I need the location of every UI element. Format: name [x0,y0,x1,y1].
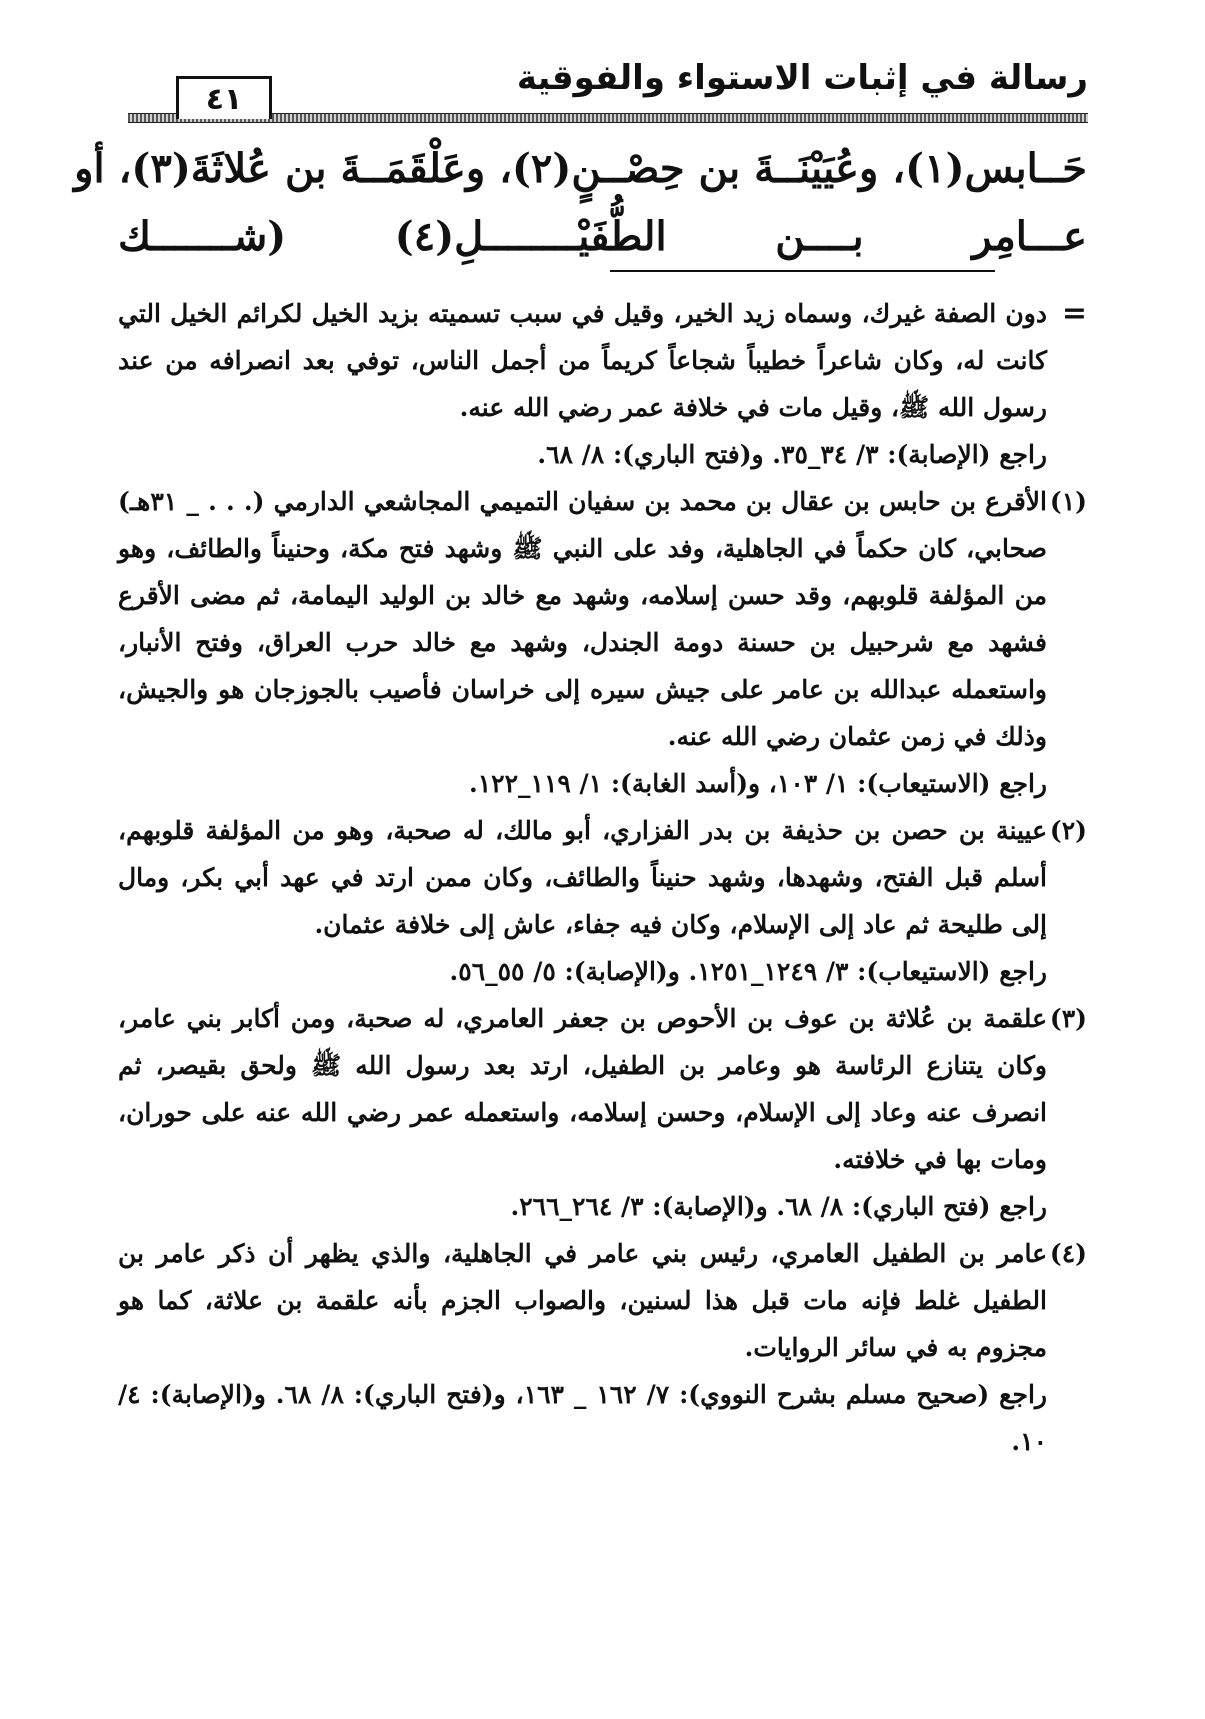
footnote-4 [118,1230,1087,1465]
footnote-text: الأقرع بن حابس بن عقال بن محمد بن سفيان التميمي المجاشعي الدارمي (. . . _ ٣١هـ) صحابي، كان حكماً في الجاهلية، وفد على النبي ﷺ وشهد فتح مكة، وحنيناً والطائف، وهو من المؤلفة قلوبهم، وقد حسن إسلامه، وشهد مع خالد بن الوليد اليمامة، ثم مضى الأقرع فشهد مع شرحبيل بن حسنة دومة الجندل، وشهد مع خالد حرب العراق، وفتح الأنبار، واستعمله عبدالله بن عامر على جيش سيره إلى خراسان فأصيب بالجوزجان هو والجيش، وذلك في زمن عثمان رضي الله عنه. [118,487,1047,751]
footnote-marker: (١) [1049,487,1087,516]
footnote-marker: (٣) [1049,1004,1087,1033]
page-number: ٤١ [205,81,243,117]
main-text-line-1: حَــابس(١)، وعُيَيْنَــةَ بن حِصْــنٍ(٢)، وعَلْقَمَــةَ بن عُلاثَةَ(٣)، أو [74,145,1087,192]
footnote-reference: راجع (فتح الباري): ٨/ ٦٨. و(الإصابة): ٣/ ٢٦٤_٢٦٦. [510,1192,1047,1221]
footnotes [118,290,1087,1465]
footnote-text: دون الصفة غيرك، وسماه زيد الخير، وقيل في سبب تسميته بزيد الخيل لكرائم الخيل التي كانت له، وكان شاعراً خطيباً شجاعاً كريماً من أجمل الناس، توفي بعد انصرافه من عند رسول الله ﷺ، وقيل مات في خلافة عمر رضي الله عنه. [118,299,1047,422]
footnote-marker: (٤) [1049,1239,1087,1268]
footnote-reference: راجع (الاستيعاب): ٣/ ١٢٤٩_١٢٥١. و(الإصابة): ٥/ ٥٥_٥٦. [449,957,1047,986]
page-header [128,48,1088,128]
footnote-continuation [118,290,1087,478]
main-text [74,135,1087,271]
footnote-text: علقمة بن عُلاثة بن عوف بن الأحوص بن جعفر العامري، له صحبة، ومن أكابر بني عامر، وكان يتنازع الرئاسة هو وعامر بن الطفيل، ارتد بعد رسول الله ﷺ ولحق بقيصر، ثم انصرف عنه وعاد إلى الإسلام، وحسن إسلامه، واستعمله عمر رضي الله عنه على حوران، ومات بها في خلافته. [118,1004,1047,1174]
footnote-3 [118,995,1087,1230]
footnote-text: عيينة بن حصن بن حذيفة بن بدر الفزاري، أبو مالك، له صحبة، وهو من المؤلفة قلوبهم، أسلم قبل الفتح، وشهدها، وشهد حنيناً والطائف، وكان ممن ارتد في عهد أبي بكر، ومال إلى طليحة ثم عاد إلى الإسلام، وكان فيه جفاء، عاش إلى خلافة عثمان. [118,816,1047,939]
footnote-reference: راجع (صحيح مسلم بشرح النووي): ٧/ ١٦٢ _ ١٦٣، و(فتح الباري): ٨/ ٦٨. و(الإصابة): ٤/ ١٠. [118,1380,1047,1456]
continuation-marker: = [1061,296,1087,331]
page-number-box [176,76,272,119]
main-text-line-2: عـــامِر بــــن الطُّفَيْــــــــلِ(٤) (شـــــــك [118,213,1087,260]
footnote-text: عامر بن الطفيل العامري، رئيس بني عامر في الجاهلية، والذي يظهر أن ذكر عامر بن الطفيل غلط فإنه مات قبل هذا لسنين، والصواب الجزم بأنه علقمة بن علاثة، كما هو مجزوم به في سائر الروايات. [118,1239,1047,1362]
footnote-marker: (٢) [1049,816,1087,845]
footnote-1 [118,478,1087,807]
running-title: رسالة في إثبات الاستواء والفوقية [516,58,1088,98]
footnote-separator [610,270,995,272]
footnote-reference: راجع (الإصابة): ٣/ ٣٤_٣٥. و(فتح الباري): ٨/ ٦٨. [537,440,1047,469]
footnote-2 [118,807,1087,995]
footnote-reference: راجع (الاستيعاب): ١/ ١٠٣، و(أسد الغابة): ١/ ١١٩_١٢٢. [469,769,1047,798]
header-rule [128,113,1088,123]
